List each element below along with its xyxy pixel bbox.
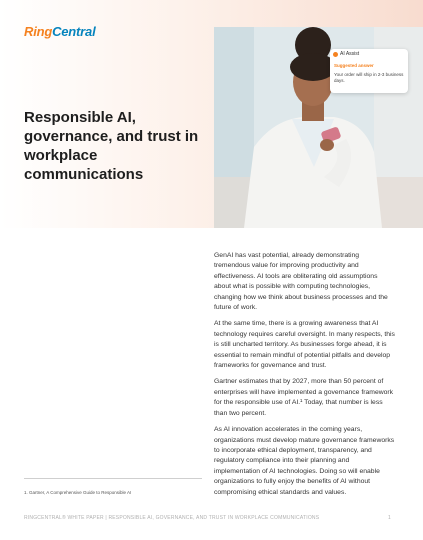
logo-central-text: Central [52,24,96,39]
body-paragraph: At the same time, there is a growing awareness that AI technology requires careful oversight. In many respects, this is still uncharted territory. As businesses forge ahead, it is essential to remain mindful of potential pitfalls and develop frameworks for governance and trust. [214,320,395,370]
suggested-answer-text: Your order will ship in 2-3 business days. [334,72,404,83]
body-paragraph: As AI innovation accelerates in the coming years, organizations must develop mature governance frameworks to incorporate ethical deployment, transparency, and regulatory compliance into their planning and implementation of AI technologies. Doing so will enable organizations to fully enjoy the benefits of AI without compromising ethical standards and values. [214,426,395,496]
body-paragraph: GenAI has vast potential, already demonstrating tremendous value for improving productivity and effectiveness. AI tools are obliterating old assumptions about what is possible with computing technologies, changing how we think about business processes and the future of work. [214,252,388,312]
ai-assist-title: AI Assist [340,51,360,57]
body-paragraph: Gartner estimates that by 2027, more than 50 percent of enterprises will have implemented a governance framework for the responsible use of AI.¹ Today, that number is less than two percent. [214,378,394,417]
page-footer: RINGCENTRAL® WHITE PAPER | RESPONSIBLE AI, GOVERNANCE, AND TRUST IN WORKPLACE COMMUNICATIONS [24,515,320,521]
logo-ring-text: Ring [24,24,53,39]
body-text-column [214,251,396,504]
page-number: 1 [388,515,391,521]
footnote: 1. Gartner, A Comprehensive Guide to Responsible AI [24,490,132,495]
ringcentral-logo [24,24,95,39]
suggested-answer-label: Suggested answer [334,63,374,68]
page-title: Responsible AI, governance, and trust in workplace communications [24,109,199,183]
footnote-divider [24,478,202,479]
